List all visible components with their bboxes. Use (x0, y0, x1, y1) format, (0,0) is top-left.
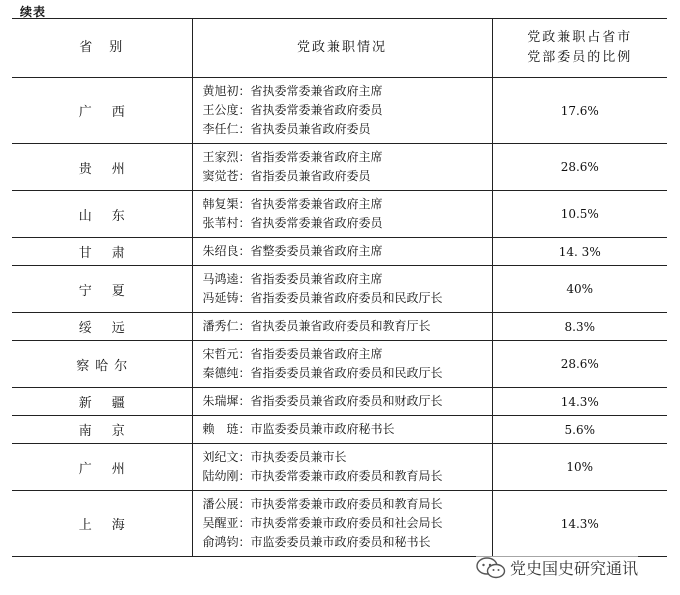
province-cell: 甘肃 (12, 238, 192, 266)
ratio-cell: 40% (492, 266, 667, 313)
official-entry: 俞鸿钧：市监委委员兼市政府委员和秘书长 (202, 535, 431, 549)
ratio-cell: 28.6% (492, 341, 667, 388)
ratio-cell: 10% (492, 444, 667, 491)
official-entry: 赖 琏：市监委委员兼市政府秘书长 (202, 422, 395, 436)
table-row (12, 78, 667, 144)
province-cell: 贵州 (12, 144, 192, 191)
official-entry: 窦觉苍：省指委员兼省政府委员 (202, 169, 371, 183)
header-ratio-line2: 党部委员的比例 (527, 50, 633, 65)
ratio-cell: 14.3% (492, 491, 667, 557)
header-row (12, 19, 667, 78)
province-cell: 南京 (12, 416, 192, 444)
province-cell: 广州 (12, 444, 192, 491)
table-row (12, 144, 667, 191)
watermark (476, 556, 638, 579)
header-ratio-line1: 党政兼职占省市 (527, 30, 633, 45)
province-cell: 上海 (12, 491, 192, 557)
details-cell (192, 341, 492, 388)
official-entry: 王家烈：省指委常委兼省政府主席 (202, 150, 383, 164)
table-row (12, 238, 667, 266)
official-entry: 张苇村：省执委常委兼省政府委员 (202, 216, 383, 230)
province-cell: 广西 (12, 78, 192, 144)
header-details: 党政兼职情况 (192, 19, 492, 78)
official-entry: 潘秀仁：省执委员兼省政府委员和教育厅长 (202, 319, 431, 333)
ratio-cell: 14.3% (492, 388, 667, 416)
official-entry: 朱绍良：省整委委员兼省政府主席 (202, 244, 383, 258)
official-entry: 陆幼刚：市执委常委兼市政府委员和教育局长 (202, 469, 443, 483)
details-cell (192, 78, 492, 144)
province-cell: 察哈尔 (12, 341, 192, 388)
official-entry: 黄旭初：省执委常委兼省政府主席 (202, 84, 383, 98)
official-entry: 秦德纯：省指委委员兼省政府委员和民政厅长 (202, 366, 443, 380)
ratio-cell: 10.5% (492, 191, 667, 238)
province-cell: 绥远 (12, 313, 192, 341)
details-cell (192, 444, 492, 491)
details-cell (192, 238, 492, 266)
table-row (12, 388, 667, 416)
ratio-cell: 28.6% (492, 144, 667, 191)
official-entry: 李任仁：省执委员兼省政府委员 (202, 122, 371, 136)
table-row (12, 313, 667, 341)
province-cell: 山东 (12, 191, 192, 238)
details-cell (192, 266, 492, 313)
official-entry: 王公度：省执委常委兼省政府委员 (202, 103, 383, 117)
ratio-cell: 5.6% (492, 416, 667, 444)
official-entry: 刘纪文：市执委委员兼市长 (202, 450, 347, 464)
details-cell (192, 144, 492, 191)
official-entry: 潘公展：市执委常委兼市政府委员和教育局长 (202, 497, 443, 511)
official-entry: 朱瑞墀：省指委委员兼省政府委员和财政厅长 (202, 394, 443, 408)
province-cell: 宁夏 (12, 266, 192, 313)
official-entry: 宋哲元：省指委委员兼省政府主席 (202, 347, 383, 361)
official-entry: 韩复榘：省执委常委兼省政府主席 (202, 197, 383, 211)
table-caption: 续表 (20, 5, 47, 19)
table-row (12, 416, 667, 444)
header-ratio (492, 19, 667, 78)
ratio-cell: 17.6% (492, 78, 667, 144)
details-cell (192, 416, 492, 444)
official-entry: 吴醒亚：市执委常委兼市政府委员和社会局长 (202, 516, 443, 530)
details-cell (192, 388, 492, 416)
official-entry: 马鸿逵：省指委委员兼省政府主席 (202, 272, 383, 286)
table-body (12, 78, 667, 557)
ratio-cell: 14. 3% (492, 238, 667, 266)
official-entry: 冯延铸：省指委委员兼省政府委员和民政厅长 (202, 291, 443, 305)
table-row (12, 266, 667, 313)
table-row (12, 191, 667, 238)
ratio-cell: 8.3% (492, 313, 667, 341)
details-cell (192, 491, 492, 557)
wechat-icon (476, 557, 506, 579)
table-row (12, 444, 667, 491)
concurrent-posts-table (12, 18, 667, 557)
province-cell: 新疆 (12, 388, 192, 416)
table-row (12, 341, 667, 388)
details-cell (192, 313, 492, 341)
details-cell (192, 191, 492, 238)
watermark-text: 党史国史研究通讯 (510, 559, 639, 578)
table-row (12, 491, 667, 557)
header-province: 省 别 (12, 19, 192, 78)
